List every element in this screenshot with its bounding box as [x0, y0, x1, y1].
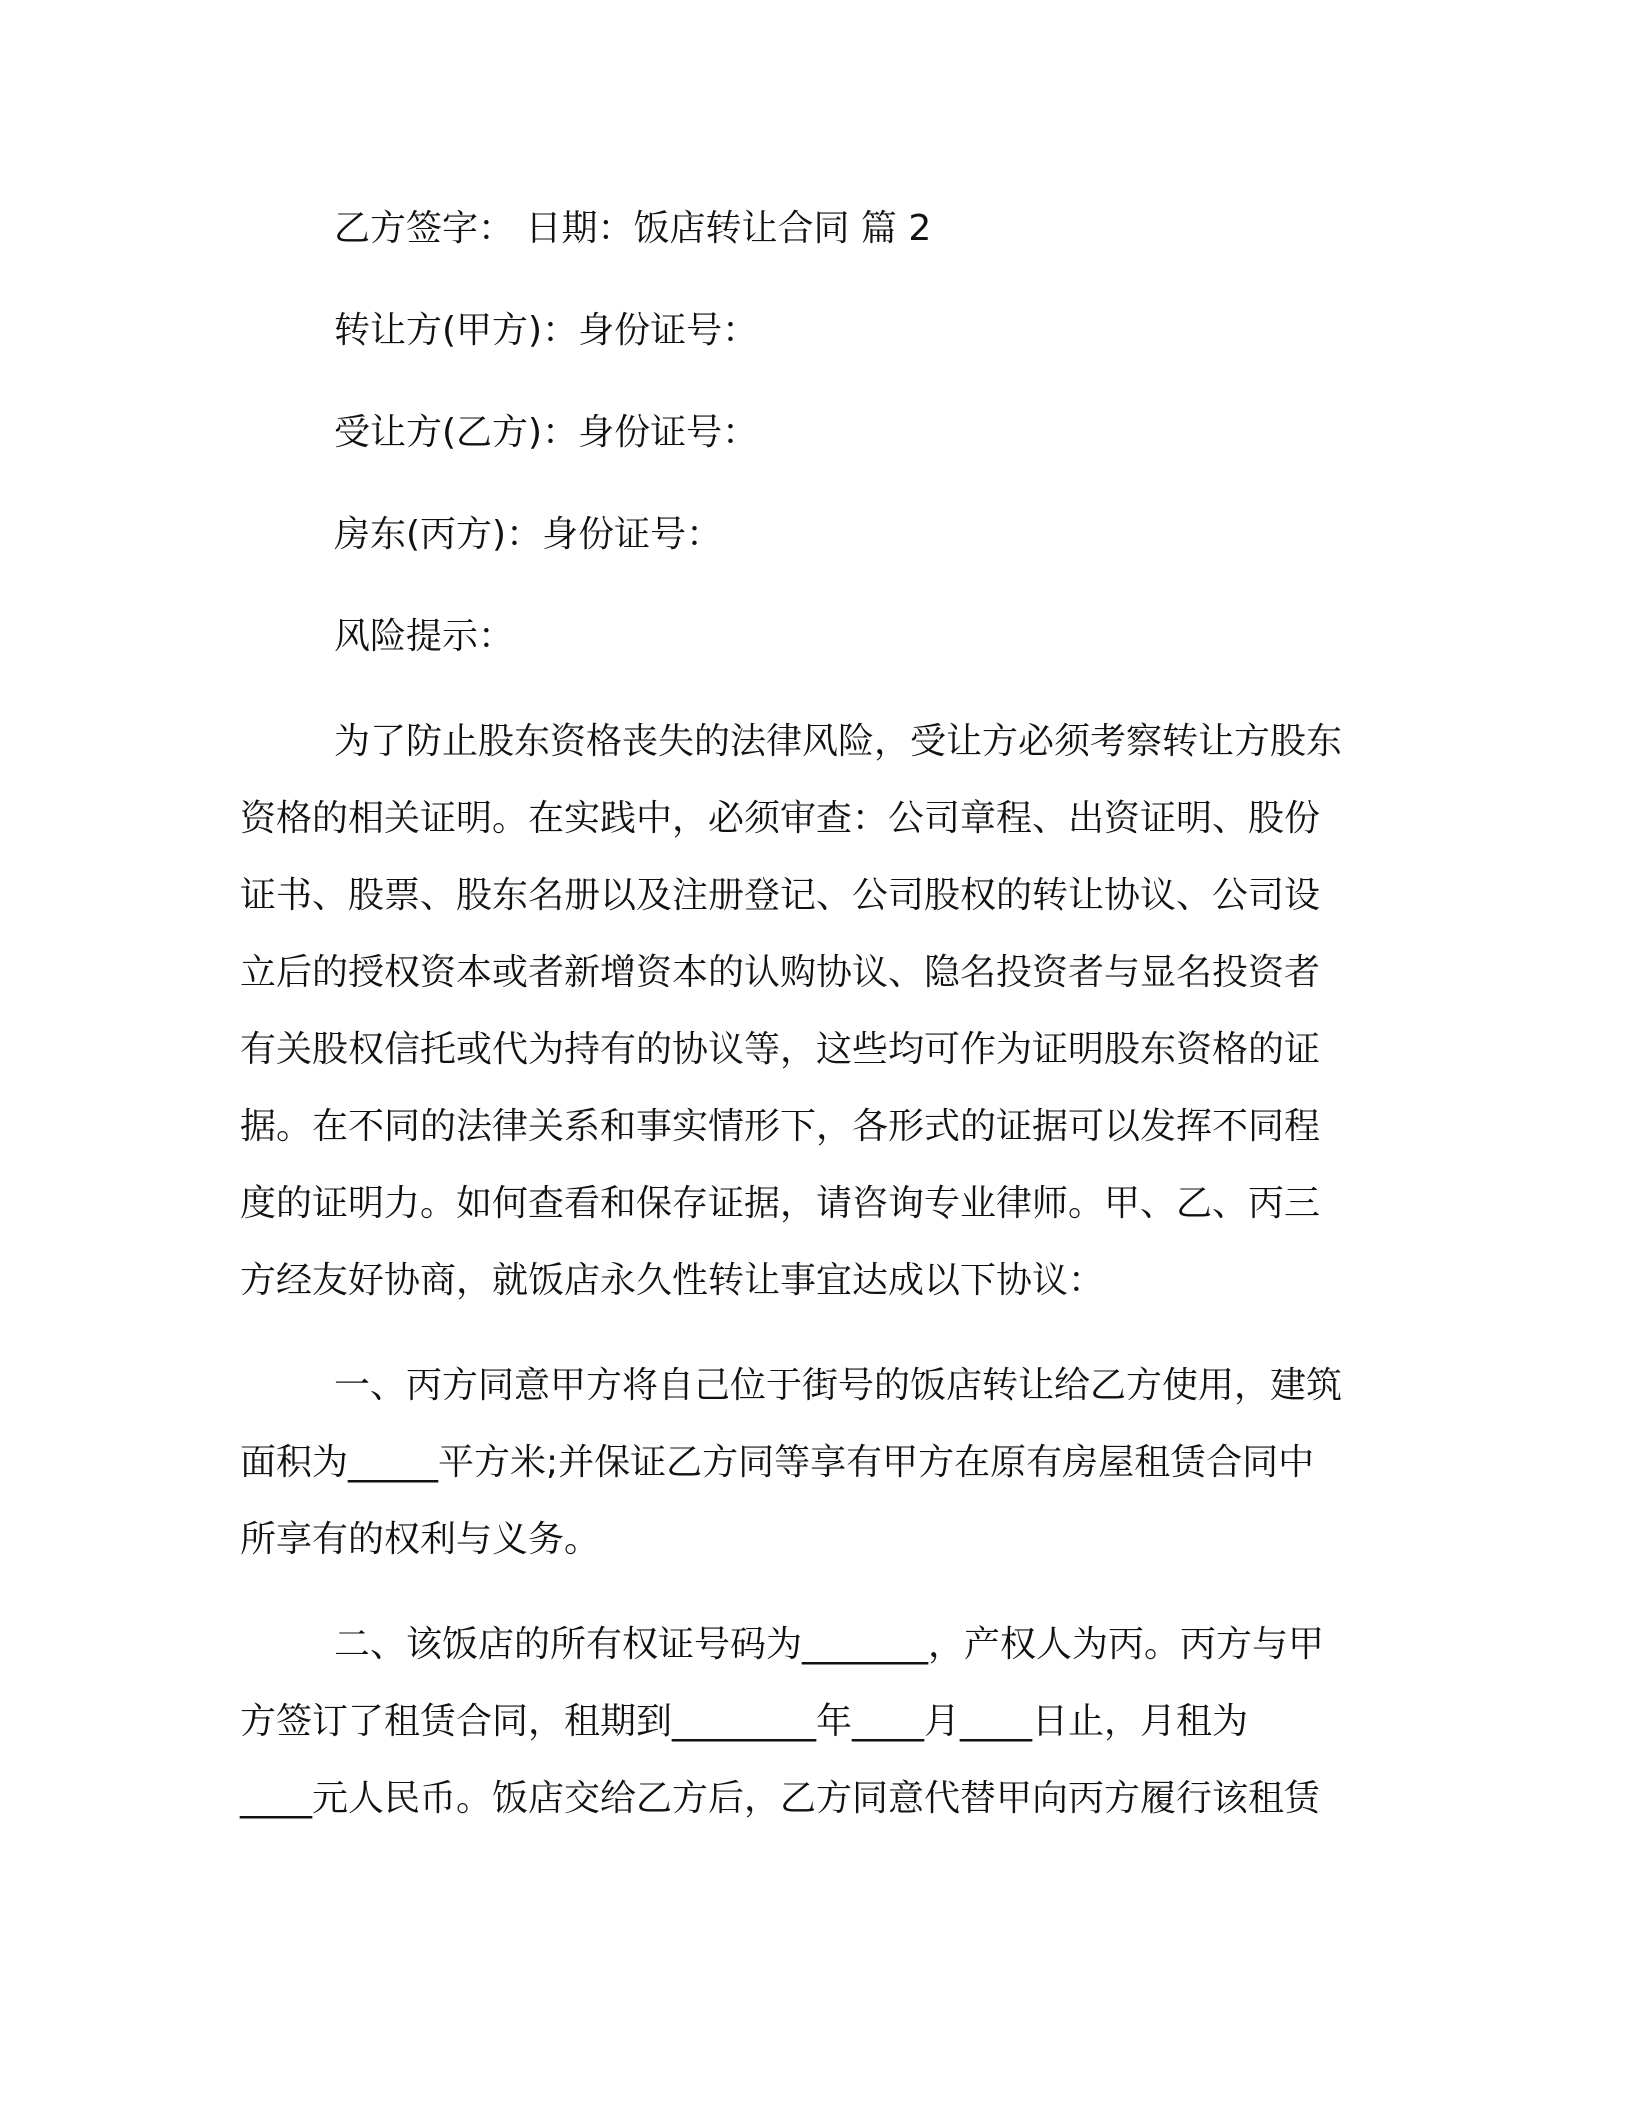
clause-one-line: 一、丙方同意甲方将自己位于街号的饭店转让给乙方使用，建筑: [334, 1365, 1343, 1406]
header-block: [240, 190, 1380, 675]
risk-paragraph-line: 资格的相关证明。在实践中，必须审查：公司章程、出资证明、股份: [240, 798, 1321, 839]
clause-two: [240, 1606, 1380, 1837]
signature-date-title-line: 乙方签字： 日期：饭店转让合同 篇 2: [334, 208, 932, 249]
risk-paragraph-line: 证书、股票、股东名册以及注册登记、公司股权的转让协议、公司设: [240, 875, 1321, 916]
risk-paragraph-line: 方经友好协商，就饭店永久性转让事宜达成以下协议：: [240, 1260, 1105, 1301]
clause-two-line: ____元人民币。饭店交给乙方后，乙方同意代替甲向丙方履行该租赁: [240, 1778, 1321, 1819]
risk-paragraph-line: 有关股权信托或代为持有的协议等，这些均可作为证明股东资格的证: [240, 1029, 1321, 1070]
risk-paragraph-line: 立后的授权资本或者新增资本的认购协议、隐名投资者与显名投资者: [240, 952, 1321, 993]
risk-paragraph: [240, 703, 1380, 1319]
clause-one-line: 面积为_____平方米;并保证乙方同等享有甲方在原有房屋租赁合同中: [240, 1442, 1315, 1483]
risk-paragraph-line: 据。在不同的法律关系和事实情形下，各形式的证据可以发挥不同程: [240, 1106, 1321, 1147]
transferee-line: 受让方(乙方)：身份证号：: [334, 412, 759, 453]
clause-one-line: 所享有的权利与义务。: [240, 1519, 601, 1560]
risk-paragraph-line: 为了防止股东资格丧失的法律风险，受让方必须考察转让方股东: [334, 721, 1343, 762]
risk-heading: 风险提示：: [334, 616, 515, 657]
landlord-line: 房东(丙方)：身份证号：: [334, 514, 723, 555]
risk-paragraph-line: 度的证明力。如何查看和保存证据，请咨询专业律师。甲、乙、丙三: [240, 1183, 1321, 1224]
document-body: [240, 190, 1380, 1837]
clause-two-line: 二、该饭店的所有权证号码为_______，产权人为丙。丙方与甲: [334, 1624, 1325, 1665]
transferor-line: 转让方(甲方)：身份证号：: [334, 310, 759, 351]
clause-one: [240, 1347, 1380, 1578]
clause-two-line: 方签订了租赁合同，租期到________年____月____日止，月租为: [240, 1701, 1249, 1742]
